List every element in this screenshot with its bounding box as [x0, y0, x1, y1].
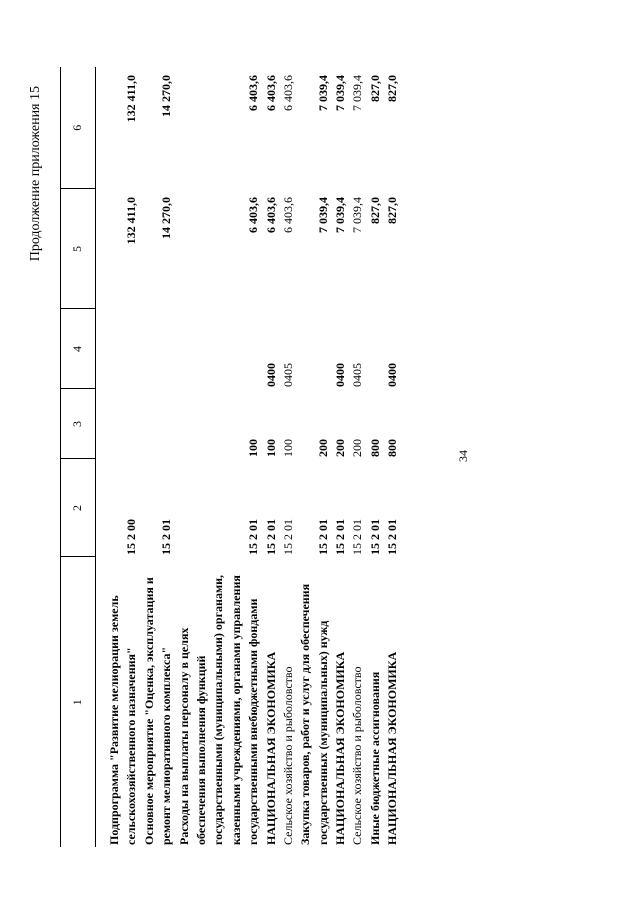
header-cell: 5 [61, 189, 96, 309]
amount-year1-cell: 7 039,4 [315, 197, 330, 233]
expense-type-cell: 100 [263, 439, 278, 457]
section-cell: 0400 [333, 363, 348, 387]
row-name-cell: Сельское хозяйство и рыболовство [350, 666, 365, 845]
expense-type-cell [106, 389, 141, 459]
expense-type-cell: 800 [367, 439, 382, 457]
amount-year1-cell: 6 403,6 [246, 197, 261, 233]
amount-year1-cell: 6 403,6 [263, 197, 278, 233]
section-cell: 0400 [385, 363, 400, 387]
expense-type-cell: 200 [350, 439, 365, 457]
table-row [332, 67, 349, 847]
row-name-cell: НАЦИОНАЛЬНАЯ ЭКОНОМИКА [385, 651, 400, 845]
target-article-cell: 15 2 01 [315, 519, 330, 555]
continuation-caption: Продолжение приложения 15 [28, 86, 43, 262]
row-name-cell: Закупка товаров, работ и услуг для обеспечения государственных (муниципальных) нужд [298, 583, 330, 845]
table-row [367, 67, 384, 847]
section-cell: 0405 [280, 363, 295, 387]
budget-table [60, 67, 402, 847]
table-row [297, 67, 332, 847]
expense-type-cell: 200 [315, 439, 330, 457]
target-article-cell: 15 2 01 [280, 519, 295, 555]
section-cell: 0400 [263, 363, 278, 387]
table-row [263, 67, 280, 847]
amount-year2-cell: 7 039,4 [315, 75, 330, 111]
amount-year2-cell: 7 039,4 [350, 75, 365, 111]
expense-type-cell: 200 [333, 439, 348, 457]
amount-year2-cell: 827,0 [367, 75, 382, 102]
header-row [61, 67, 96, 847]
row-name-cell: Основное мероприятие "Оценка, эксплуатация и ремонт мелиоративного комплекса" [141, 577, 174, 845]
header-cell: 2 [61, 459, 96, 557]
amount-year1-cell: 7 039,4 [350, 197, 365, 233]
header-cell: 6 [61, 67, 96, 189]
section-cell [176, 309, 263, 389]
expense-type-cell: 100 [280, 439, 295, 457]
target-article-cell: 15 2 01 [385, 519, 400, 555]
target-article-cell: 15 2 01 [263, 519, 278, 555]
amount-year2-cell: 14 270,0 [159, 75, 174, 117]
table-row [176, 67, 263, 847]
table-body [96, 67, 402, 847]
row-name-cell: НАЦИОНАЛЬНАЯ ЭКОНОМИКА [263, 651, 278, 845]
row-name-cell: Расходы на выплаты персоналу в целях обеспечения выполнения функций государственными (муниципальными) органами, казенными учреждениями, органами управления государственными внебюджетными фондами [176, 574, 261, 845]
amount-year1-cell: 827,0 [367, 197, 382, 224]
amount-year2-cell: 827,0 [385, 75, 400, 102]
section-cell [297, 309, 332, 389]
table-row [384, 67, 401, 847]
target-article-cell: 15 2 01 [246, 519, 261, 555]
expense-type-cell [141, 389, 176, 459]
target-article-cell: 15 2 01 [350, 519, 365, 555]
table-row [106, 67, 141, 847]
amount-year1-cell: 7 039,4 [333, 197, 348, 233]
header-cell: 4 [61, 309, 96, 389]
table-row [349, 67, 366, 847]
row-name-cell: Подпрограмма "Развитие мелиорации земель сельскохозяйственного назначения" [107, 595, 139, 845]
row-name-cell: НАЦИОНАЛЬНАЯ ЭКОНОМИКА [333, 651, 348, 845]
amount-year1-cell: 132 411,0 [124, 197, 139, 245]
table-row [141, 67, 176, 847]
section-cell [106, 309, 141, 389]
amount-year2-cell: 132 411,0 [124, 75, 139, 123]
page-number: 34 [456, 450, 470, 462]
expense-type-cell: 100 [246, 439, 261, 457]
amount-year1-cell: 6 403,6 [280, 197, 295, 233]
amount-year1-cell: 14 270,0 [159, 197, 174, 239]
section-cell [367, 309, 384, 389]
target-article-cell: 15 2 01 [333, 519, 348, 555]
section-cell: 0405 [350, 363, 365, 387]
amount-year2-cell: 6 403,6 [246, 75, 261, 111]
amount-year2-cell: 6 403,6 [263, 75, 278, 111]
row-name-cell: Иные бюджетные ассигнования [367, 671, 382, 845]
table-row [280, 67, 297, 847]
section-cell [141, 309, 176, 389]
row-name-cell: Сельское хозяйство и рыболовство [280, 666, 295, 845]
target-article-cell: 15 2 00 [124, 519, 139, 555]
expense-type-cell: 800 [385, 439, 400, 457]
header-cell: 1 [70, 699, 85, 706]
target-article-cell: 15 2 01 [367, 519, 382, 555]
header-cell: 3 [61, 389, 96, 459]
amount-year2-cell: 6 403,6 [280, 75, 295, 111]
amount-year1-cell: 827,0 [385, 197, 400, 224]
amount-year2-cell: 7 039,4 [333, 75, 348, 111]
target-article-cell: 15 2 01 [159, 519, 174, 555]
